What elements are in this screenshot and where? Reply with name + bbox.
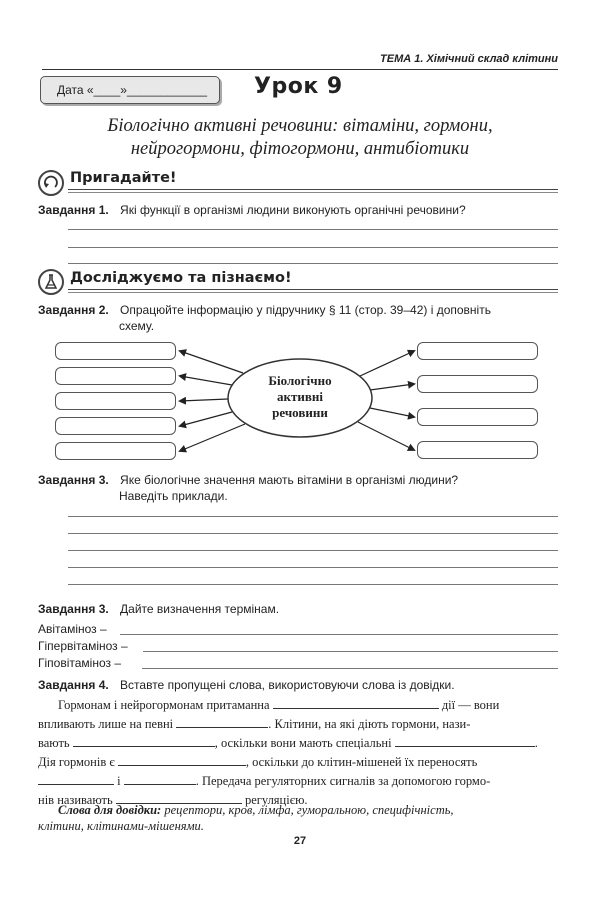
lesson-title: Урок 9 [254, 74, 343, 99]
scheme-center-line3: речовини [272, 405, 328, 420]
section-title-explore: Досліджуємо та пізнаємо! [70, 270, 292, 286]
header-topic: ТЕМА 1. Хімічний склад клітини [380, 53, 558, 65]
scheme-center-label [228, 373, 372, 421]
answer-line[interactable] [68, 516, 558, 517]
fill-blank[interactable] [124, 773, 196, 785]
section-title-recall: Пригадайте! [70, 170, 177, 186]
answer-line[interactable] [68, 550, 558, 551]
reference-line2: клітини, клітинами-мішенями. [38, 819, 204, 833]
fill-text: Гормонам і нейрогормонам притаманна [58, 698, 270, 712]
task-text: Яке біологічне значення мають вітаміни в організмі людини? [120, 473, 459, 487]
fill-blank[interactable] [273, 697, 439, 709]
task-label: Завдання 1. [38, 203, 109, 217]
fill-text: нів називають [38, 793, 113, 807]
answer-line[interactable] [68, 567, 558, 568]
fill-line-3 [38, 734, 538, 753]
fill-blank[interactable] [38, 773, 114, 785]
reference-label: Слова для довідки: [58, 803, 162, 817]
task-3a [38, 472, 458, 488]
fill-line-1 [58, 696, 499, 715]
task-label: Завдання 2. [38, 303, 109, 317]
term-answer-line[interactable] [143, 651, 558, 652]
task-text: Вставте пропущені слова, використовуючи слова із довідки. [120, 678, 455, 692]
fill-blank[interactable] [176, 716, 268, 728]
scheme-center-line1: Біологічно [268, 373, 332, 388]
task-label: Завдання 3. [38, 473, 109, 487]
lesson-subtitle-line2: нейрогормони, фітогормони, антибіотики [130, 139, 470, 159]
reference-line1: рецептори, кров, лімфа, гуморальною, специфічність, [164, 803, 454, 817]
page-number: 27 [293, 835, 307, 847]
task-text: Які функції в організмі людини виконують органічні речовини? [120, 203, 466, 217]
task-4 [38, 677, 455, 693]
fill-line-2 [38, 715, 470, 734]
task-label: Завдання 3. [38, 602, 109, 616]
fill-text: . Передача регуляторних сигналів за допомогою гормо- [195, 774, 491, 788]
answer-line[interactable] [68, 533, 558, 534]
fill-blank[interactable] [73, 735, 215, 747]
fill-text: дії — вони [441, 698, 500, 712]
answer-line[interactable] [68, 584, 558, 585]
lesson-subtitle-line1: Біологічно активні речовини: вітаміни, гормони, [107, 116, 493, 136]
fill-text: Дія гормонів є [38, 755, 115, 769]
fill-line-5 [38, 772, 490, 791]
task-text-cont: Наведіть приклади. [119, 489, 228, 503]
date-label: Дата «____»____________ [57, 83, 208, 97]
task-text: Опрацюйте інформацію у підручнику § 11 (стор. 39–42) і доповніть [120, 303, 491, 317]
term-hypovitaminosis: Гіповітаміноз – [38, 656, 122, 670]
term-answer-line[interactable] [142, 668, 558, 669]
fill-text: , оскільки до клітин-мішеней їх переносять [245, 755, 478, 769]
fill-text: . Клітини, на які діють гормони, нази- [268, 717, 471, 731]
fill-line-4 [38, 753, 477, 772]
task-text-cont: схему. [119, 319, 155, 333]
fill-text: регуляцією. [244, 793, 308, 807]
fill-blank[interactable] [118, 754, 246, 766]
term-hypervitaminosis: Гіпервітаміноз – [38, 639, 128, 653]
fill-blank[interactable] [395, 735, 535, 747]
fill-text: впливають лише на певні [38, 717, 174, 731]
term-answer-line[interactable] [120, 634, 558, 635]
term-avitaminosis: Авітаміноз – [38, 622, 107, 636]
task-3b [38, 601, 279, 617]
scheme-center-line2: активні [277, 389, 323, 404]
task-label: Завдання 4. [38, 678, 109, 692]
fill-text: і [117, 774, 121, 788]
task-text: Дайте визначення термінам. [120, 602, 280, 616]
fill-text: . [534, 736, 538, 750]
fill-text: вають [38, 736, 70, 750]
fill-text: , оскільки вони мають спеціальні [214, 736, 392, 750]
